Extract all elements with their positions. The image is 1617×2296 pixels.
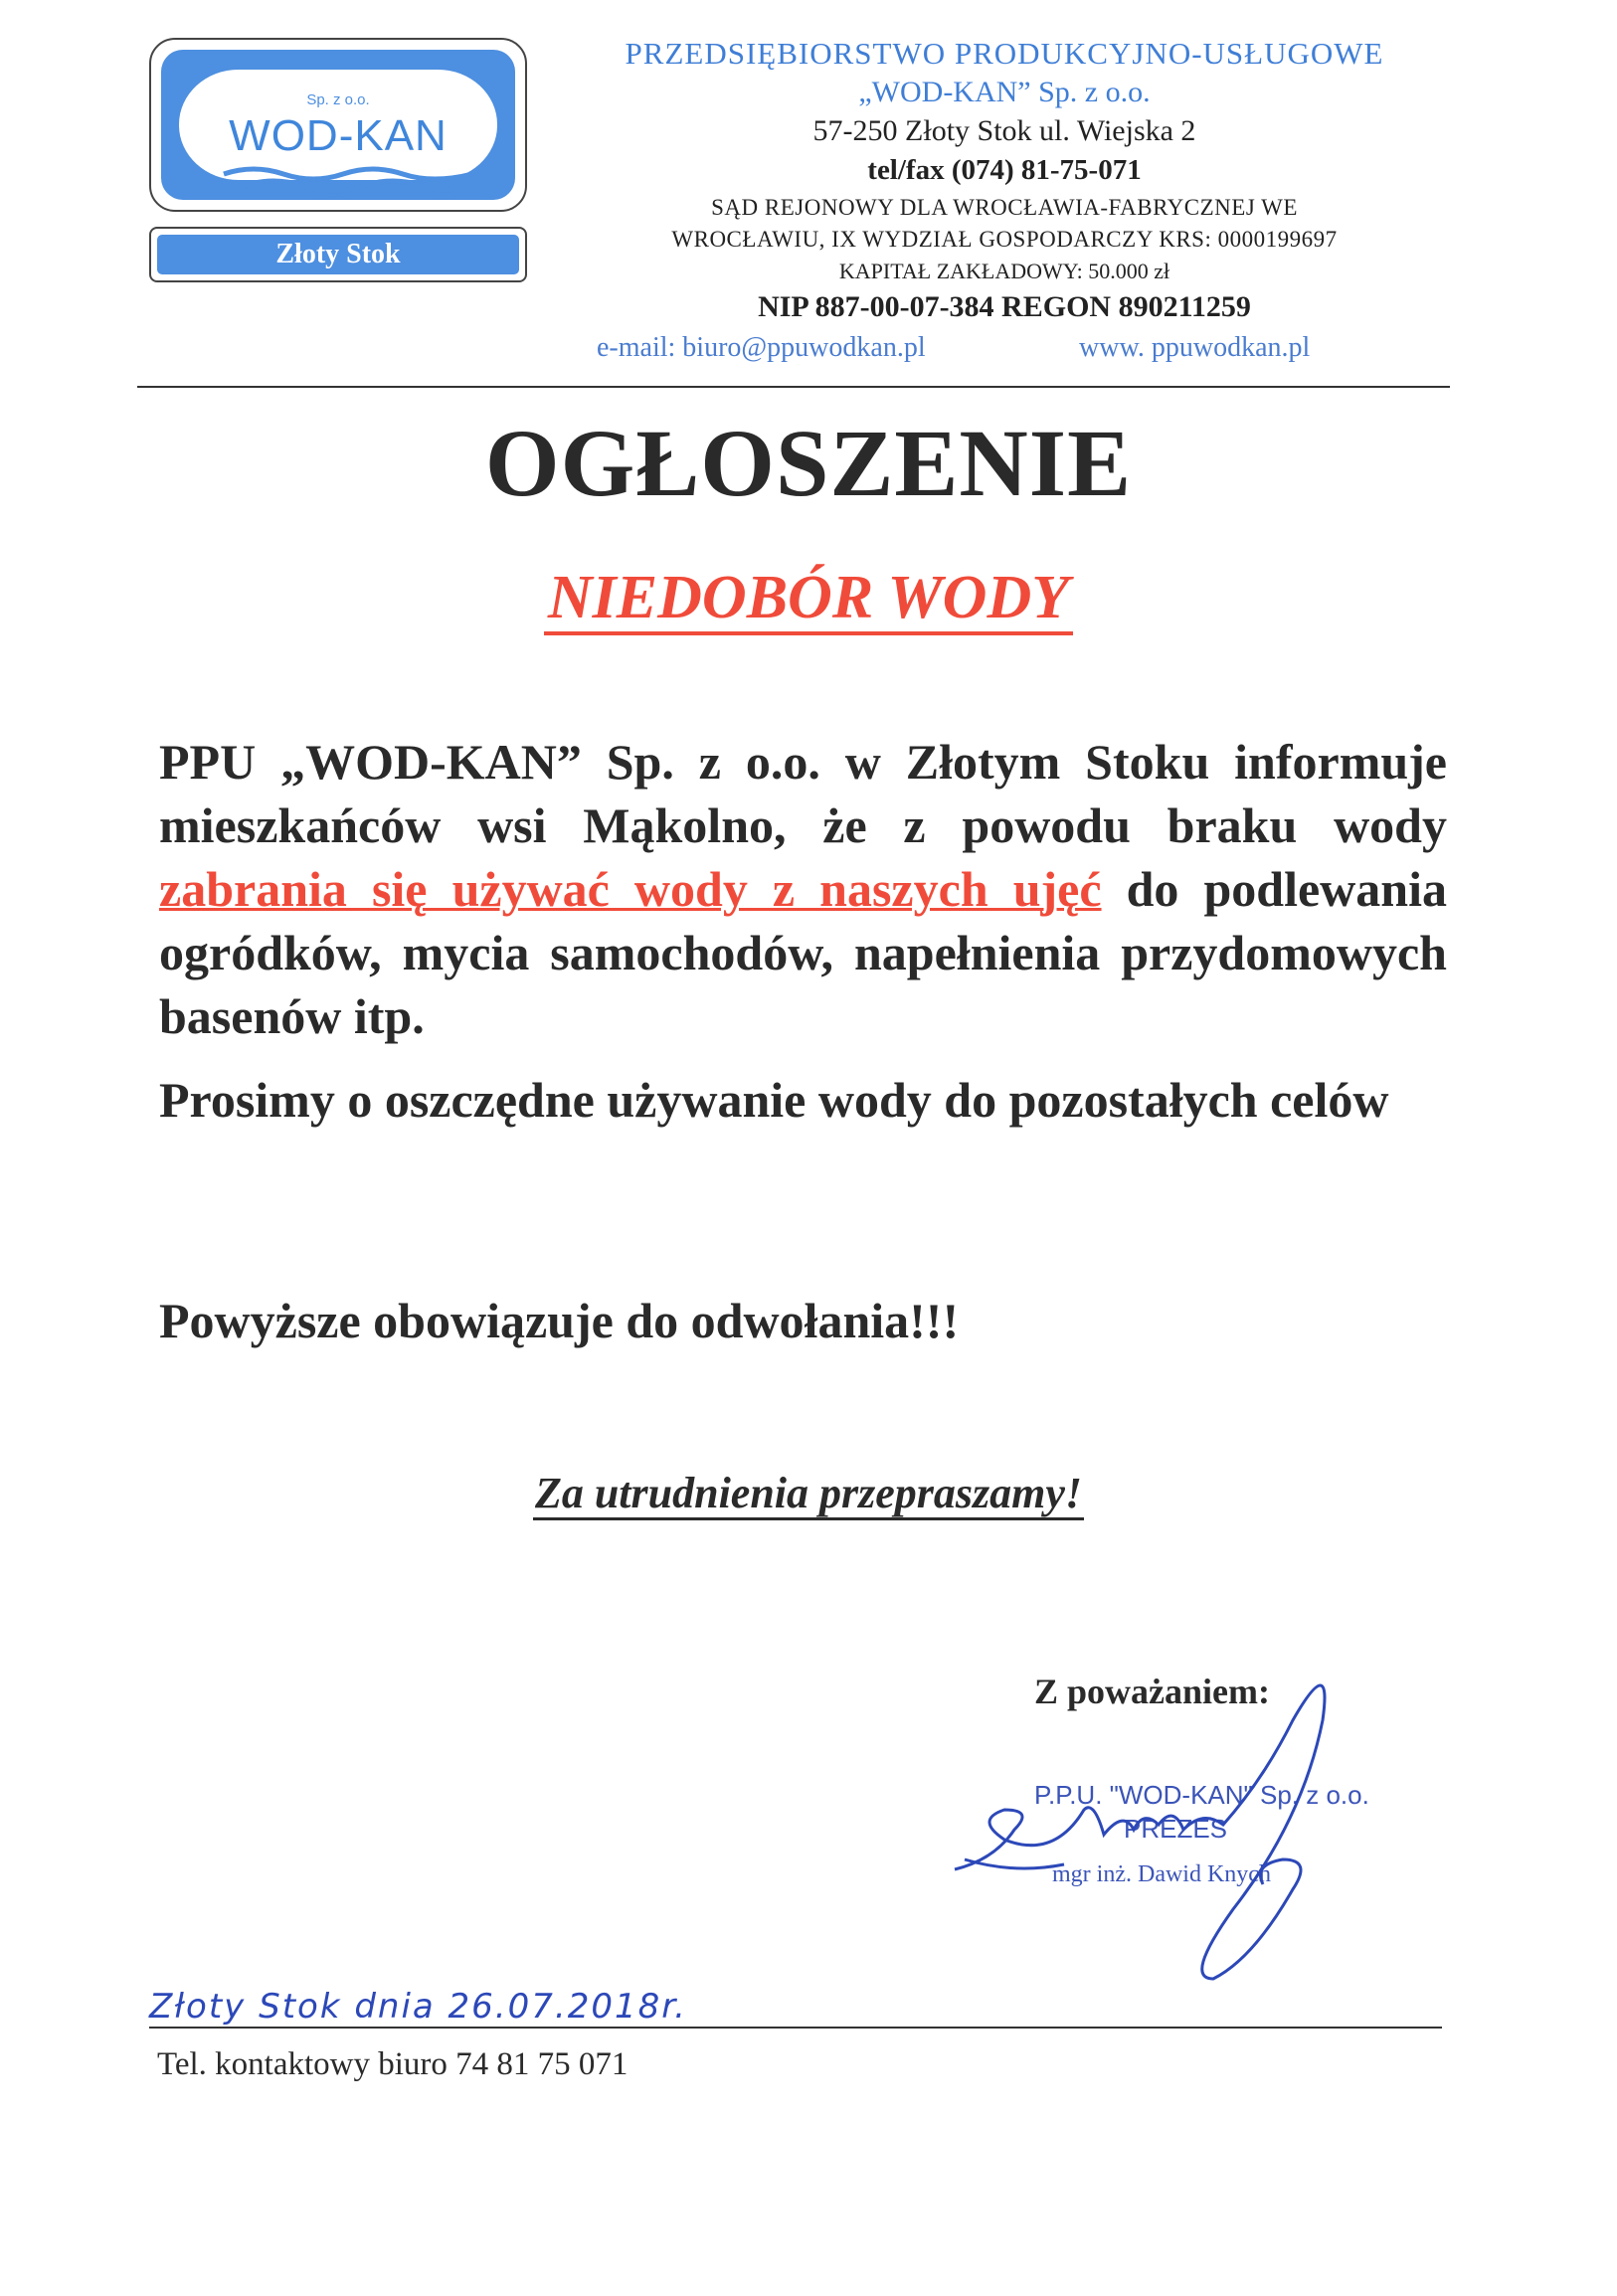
logo-city: Złoty Stok (157, 235, 519, 274)
website-link[interactable]: www. ppuwodkan.pl (1079, 332, 1311, 363)
stamp-person: mgr inż. Dawid Knych (1052, 1861, 1271, 1887)
share-capital: KAPITAŁ ZAKŁADOWY: 50.000 zł (838, 259, 1170, 283)
regards-line: Z poważaniem: (1034, 1672, 1270, 1711)
logo-name: WOD-KAN (229, 111, 448, 160)
contact-phone: Tel. kontaktowy biuro 74 81 75 071 (157, 2046, 629, 2082)
email-link[interactable]: e-mail: biuro@ppuwodkan.pl (597, 332, 926, 363)
company-type: PRZEDSIĘBIORSTWO PRODUKCYJNO-USŁUGOWE (625, 36, 1384, 71)
logo-city-box (149, 227, 527, 282)
company-logo (149, 38, 527, 212)
header-divider (137, 386, 1450, 388)
announcement-paragraph-1 (159, 730, 1447, 1048)
place-date-handwritten: Złoty Stok dnia 26.07.2018r. (149, 1987, 687, 2027)
p1-start: PPU „WOD-KAN” Sp. z o.o. w Złotym Stoku informuje mieszkańców wsi Mąkolno, że z powodu braku wody (159, 734, 1447, 853)
announcement-paragraph-2: Prosimy o oszczędne używanie wody do pozostałych celów (159, 1072, 1389, 1128)
apology-line (0, 1468, 1617, 1518)
p1-prohibition: zabrania się używać wody z naszych ujęć (159, 861, 1102, 917)
court-info-1: SĄD REJONOWY DLA WROCŁAWIA-FABRYCZNEJ WE (711, 195, 1298, 220)
apology-text: Za utrudnienia przepraszamy! (533, 1469, 1084, 1520)
document-subtitle (0, 563, 1617, 633)
court-info-2: WROCŁAWIU, IX WYDZIAŁ GOSPODARCZY KRS: 0000199697 (671, 227, 1338, 252)
document-title: OGŁOSZENIE (484, 410, 1133, 516)
subtitle-text: NIEDOBÓR WODY (544, 564, 1073, 635)
waves-icon (219, 164, 477, 194)
logo-frame (161, 50, 515, 200)
footer-divider (149, 2027, 1442, 2029)
p1-end: do podlewania ogródków, mycia samochodów, napełnienia przydomowych basenów itp. (159, 861, 1447, 1044)
stamp-role: PREZES (1124, 1814, 1228, 1844)
company-name: „WOD-KAN” Sp. z o.o. (858, 76, 1151, 108)
company-address: 57-250 Złoty Stok ul. Wiejska 2 (812, 114, 1196, 147)
stamp-company: P.P.U. "WOD-KAN" Sp. z o.o. (1034, 1780, 1369, 1810)
tax-ids: NIP 887-00-07-384 REGON 890211259 (758, 290, 1251, 323)
announcement-paragraph-3: Powyższe obowiązuje do odwołania!!! (159, 1293, 960, 1348)
company-phone: tel/fax (074) 81-75-071 (867, 154, 1142, 186)
logo-pill (179, 70, 497, 180)
logo-sp-zoo: Sp. z o.o. (306, 91, 370, 108)
signature-icon (935, 1661, 1392, 1989)
